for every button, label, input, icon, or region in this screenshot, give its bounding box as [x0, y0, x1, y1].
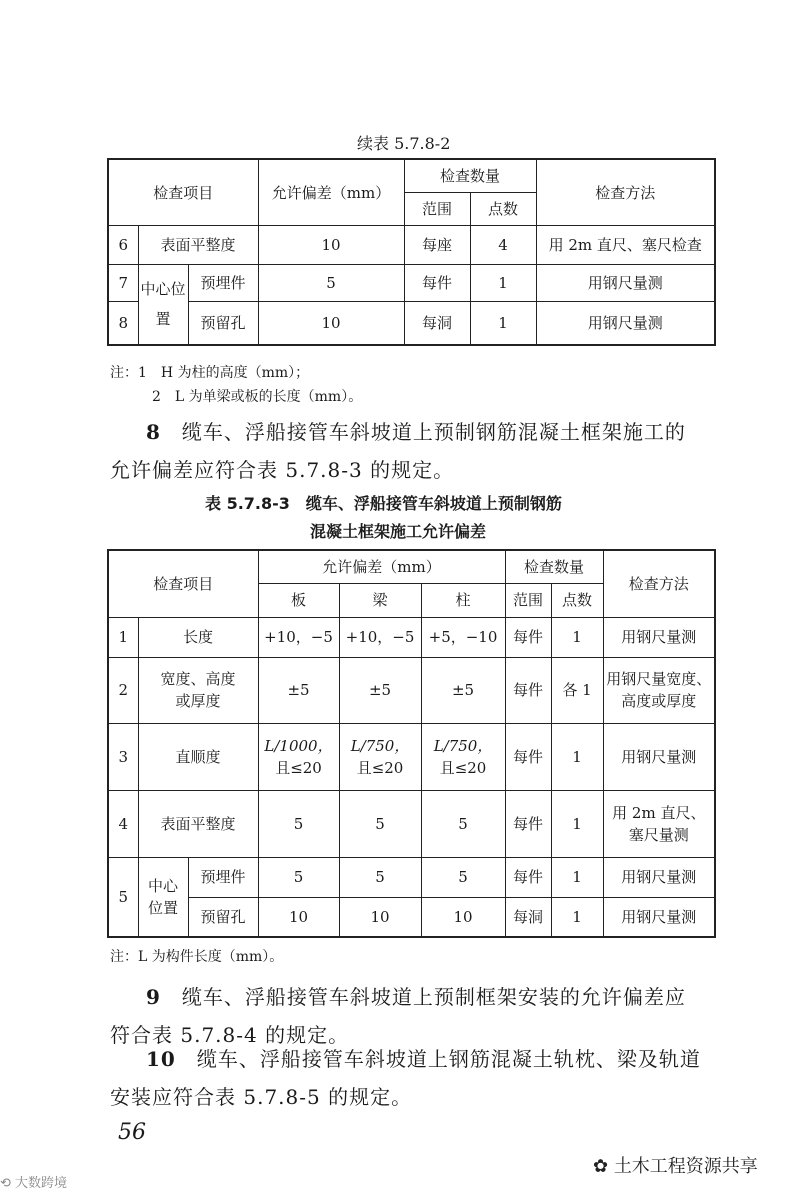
table-row	[108, 657, 715, 723]
row-no: 5	[108, 857, 138, 937]
paragraph-number: 10	[146, 1047, 176, 1071]
row-item: 预埋件	[188, 264, 258, 301]
header-slab: 板	[258, 583, 339, 617]
row-group-line: 位置	[147, 898, 178, 917]
row-item: 预留孔	[188, 301, 258, 345]
row-method-line: 塞尺量测	[628, 825, 689, 844]
table2-title-line1: 表 5.7.8-3 缆车、浮船接管车斜坡道上预制钢筋	[205, 494, 562, 513]
row-group	[138, 857, 188, 937]
row-range: 每件	[505, 657, 551, 723]
row-points: 4	[470, 225, 536, 264]
table2-title-line2: 混凝土框架施工允许偏差	[310, 522, 487, 541]
row-points: 各 1	[551, 657, 603, 723]
row-method-line: 高度或厚度	[621, 692, 697, 710]
header-tolerance: 允许偏差（mm）	[258, 159, 404, 225]
header-method: 检查方法	[603, 550, 715, 617]
row-points: 1	[551, 617, 603, 657]
header-range: 范围	[404, 192, 470, 225]
header-beam: 梁	[339, 583, 421, 617]
row-item	[138, 657, 258, 723]
row-no: 7	[108, 264, 138, 301]
page-number: 56	[118, 1120, 146, 1145]
watermark-right	[593, 1152, 758, 1178]
row-column: 5	[421, 857, 505, 897]
row-column-line: 且≤20	[439, 758, 487, 777]
row-column: 5	[421, 790, 505, 857]
row-no: 2	[108, 657, 138, 723]
row-slab: 5	[258, 790, 339, 857]
header-method: 检查方法	[536, 159, 715, 225]
row-slab	[258, 723, 339, 790]
paragraph-number: 8	[146, 420, 161, 444]
header-range: 范围	[505, 583, 551, 617]
row-item: 表面平整度	[138, 225, 258, 264]
row-method: 用 2m 直尺、塞尺检查	[536, 225, 715, 264]
row-item: 直顺度	[138, 723, 258, 790]
paragraph-number: 9	[146, 985, 161, 1009]
row-slab: ±5	[258, 657, 339, 723]
wechat-icon: ✿	[593, 1156, 614, 1177]
row-item-line: 或厚度	[175, 692, 221, 710]
paragraph-text: 缆车、浮船接管车斜坡道上预制钢筋混凝土框架施工的	[181, 420, 686, 444]
row-group: 中心位置	[138, 264, 188, 345]
row-no: 4	[108, 790, 138, 857]
row-column-line: L/750，	[433, 736, 493, 755]
row-slab-line: 且≤20	[275, 758, 322, 777]
table-row	[108, 790, 715, 857]
table-5-7-8-2-continued	[107, 158, 716, 346]
row-range: 每洞	[505, 897, 551, 937]
row-slab: 10	[258, 897, 339, 937]
row-points: 1	[551, 723, 603, 790]
table-row	[108, 264, 715, 301]
header-item: 检查项目	[108, 550, 258, 617]
row-tolerance: 5	[258, 264, 404, 301]
row-no: 3	[108, 723, 138, 790]
table-row	[108, 723, 715, 790]
row-points: 1	[551, 857, 603, 897]
row-beam	[339, 723, 421, 790]
row-column: ±5	[421, 657, 505, 723]
paragraph-text: 符合表 5.7.8-4 的规定。	[110, 1023, 350, 1047]
row-range: 每件	[505, 857, 551, 897]
row-no: 6	[108, 225, 138, 264]
row-range: 每座	[404, 225, 470, 264]
row-beam: +10，−5	[339, 617, 421, 657]
table-row	[108, 857, 715, 897]
paragraph-8	[110, 413, 720, 489]
watermark-text: 土木工程资源共享	[613, 1156, 758, 1177]
row-item: 预埋件	[188, 857, 258, 897]
table-row	[108, 301, 715, 345]
row-beam: 5	[339, 790, 421, 857]
row-points: 1	[470, 264, 536, 301]
row-method-line: 用钢尺量宽度、	[606, 670, 712, 688]
row-method	[603, 657, 715, 723]
row-method-line: 用 2m 直尺、	[612, 803, 706, 822]
row-beam: 10	[339, 897, 421, 937]
row-item: 预留孔	[188, 897, 258, 937]
row-item: 长度	[138, 617, 258, 657]
watermark-text: 大数跨境	[15, 1176, 68, 1191]
row-method: 用钢尺量测	[603, 897, 715, 937]
table-row	[108, 897, 715, 937]
row-item-line: 宽度、高度	[160, 670, 236, 688]
table-5-7-8-3	[107, 549, 716, 938]
row-tolerance: 10	[258, 225, 404, 264]
paragraph-text: 缆车、浮船接管车斜坡道上钢筋混凝土轨枕、梁及轨道	[196, 1047, 701, 1071]
table1-note-2: 2 L 为单梁或板的长度（mm）。	[152, 389, 363, 405]
row-range: 每洞	[404, 301, 470, 345]
row-method: 用钢尺量测	[603, 723, 715, 790]
row-method	[603, 790, 715, 857]
row-slab: +10，−5	[258, 617, 339, 657]
row-points: 1	[551, 790, 603, 857]
header-points: 点数	[470, 192, 536, 225]
table-row	[108, 617, 715, 657]
row-method: 用钢尺量测	[603, 617, 715, 657]
row-no: 8	[108, 301, 138, 345]
row-range: 每件	[505, 617, 551, 657]
row-beam-line: 且≤20	[356, 758, 404, 777]
row-column: +5，−10	[421, 617, 505, 657]
row-slab: 5	[258, 857, 339, 897]
header-item: 检查项目	[108, 159, 258, 225]
paragraph-text: 缆车、浮船接管车斜坡道上预制框架安装的允许偏差应	[181, 985, 686, 1009]
header-column: 柱	[421, 583, 505, 617]
table-row	[108, 225, 715, 264]
row-method: 用钢尺量测	[603, 857, 715, 897]
row-beam: 5	[339, 857, 421, 897]
row-item: 表面平整度	[138, 790, 258, 857]
row-range: 每件	[505, 790, 551, 857]
row-range: 每件	[505, 723, 551, 790]
row-points: 1	[551, 897, 603, 937]
header-tolerance: 允许偏差（mm）	[258, 550, 505, 583]
row-tolerance: 10	[258, 301, 404, 345]
table1-note-1: 注：1 H 为柱的高度（mm）；	[110, 365, 310, 381]
paragraph-10	[110, 1040, 720, 1116]
header-quantity: 检查数量	[404, 159, 536, 192]
row-beam-line: L/750，	[350, 736, 410, 755]
paragraph-text: 允许偏差应符合表 5.7.8-3 的规定。	[110, 458, 455, 482]
row-method: 用钢尺量测	[536, 301, 715, 345]
row-column: 10	[421, 897, 505, 937]
header-quantity: 检查数量	[505, 550, 603, 583]
row-range: 每件	[404, 264, 470, 301]
table2-note: 注：L 为构件长度（mm）。	[110, 949, 284, 965]
row-method: 用钢尺量测	[536, 264, 715, 301]
row-beam: ±5	[339, 657, 421, 723]
row-group-line: 中心	[147, 876, 178, 895]
row-points: 1	[470, 301, 536, 345]
paragraph-text: 安装应符合表 5.7.8-5 的规定。	[110, 1085, 413, 1109]
header-points: 点数	[551, 583, 603, 617]
watermark-logo-icon: ⟲	[0, 1176, 16, 1191]
table1-caption: 续表 5.7.8-2	[357, 134, 451, 153]
row-no: 1	[108, 617, 138, 657]
row-slab-line: L/1000，	[264, 736, 333, 755]
row-column	[421, 723, 505, 790]
watermark-left	[0, 1172, 67, 1191]
